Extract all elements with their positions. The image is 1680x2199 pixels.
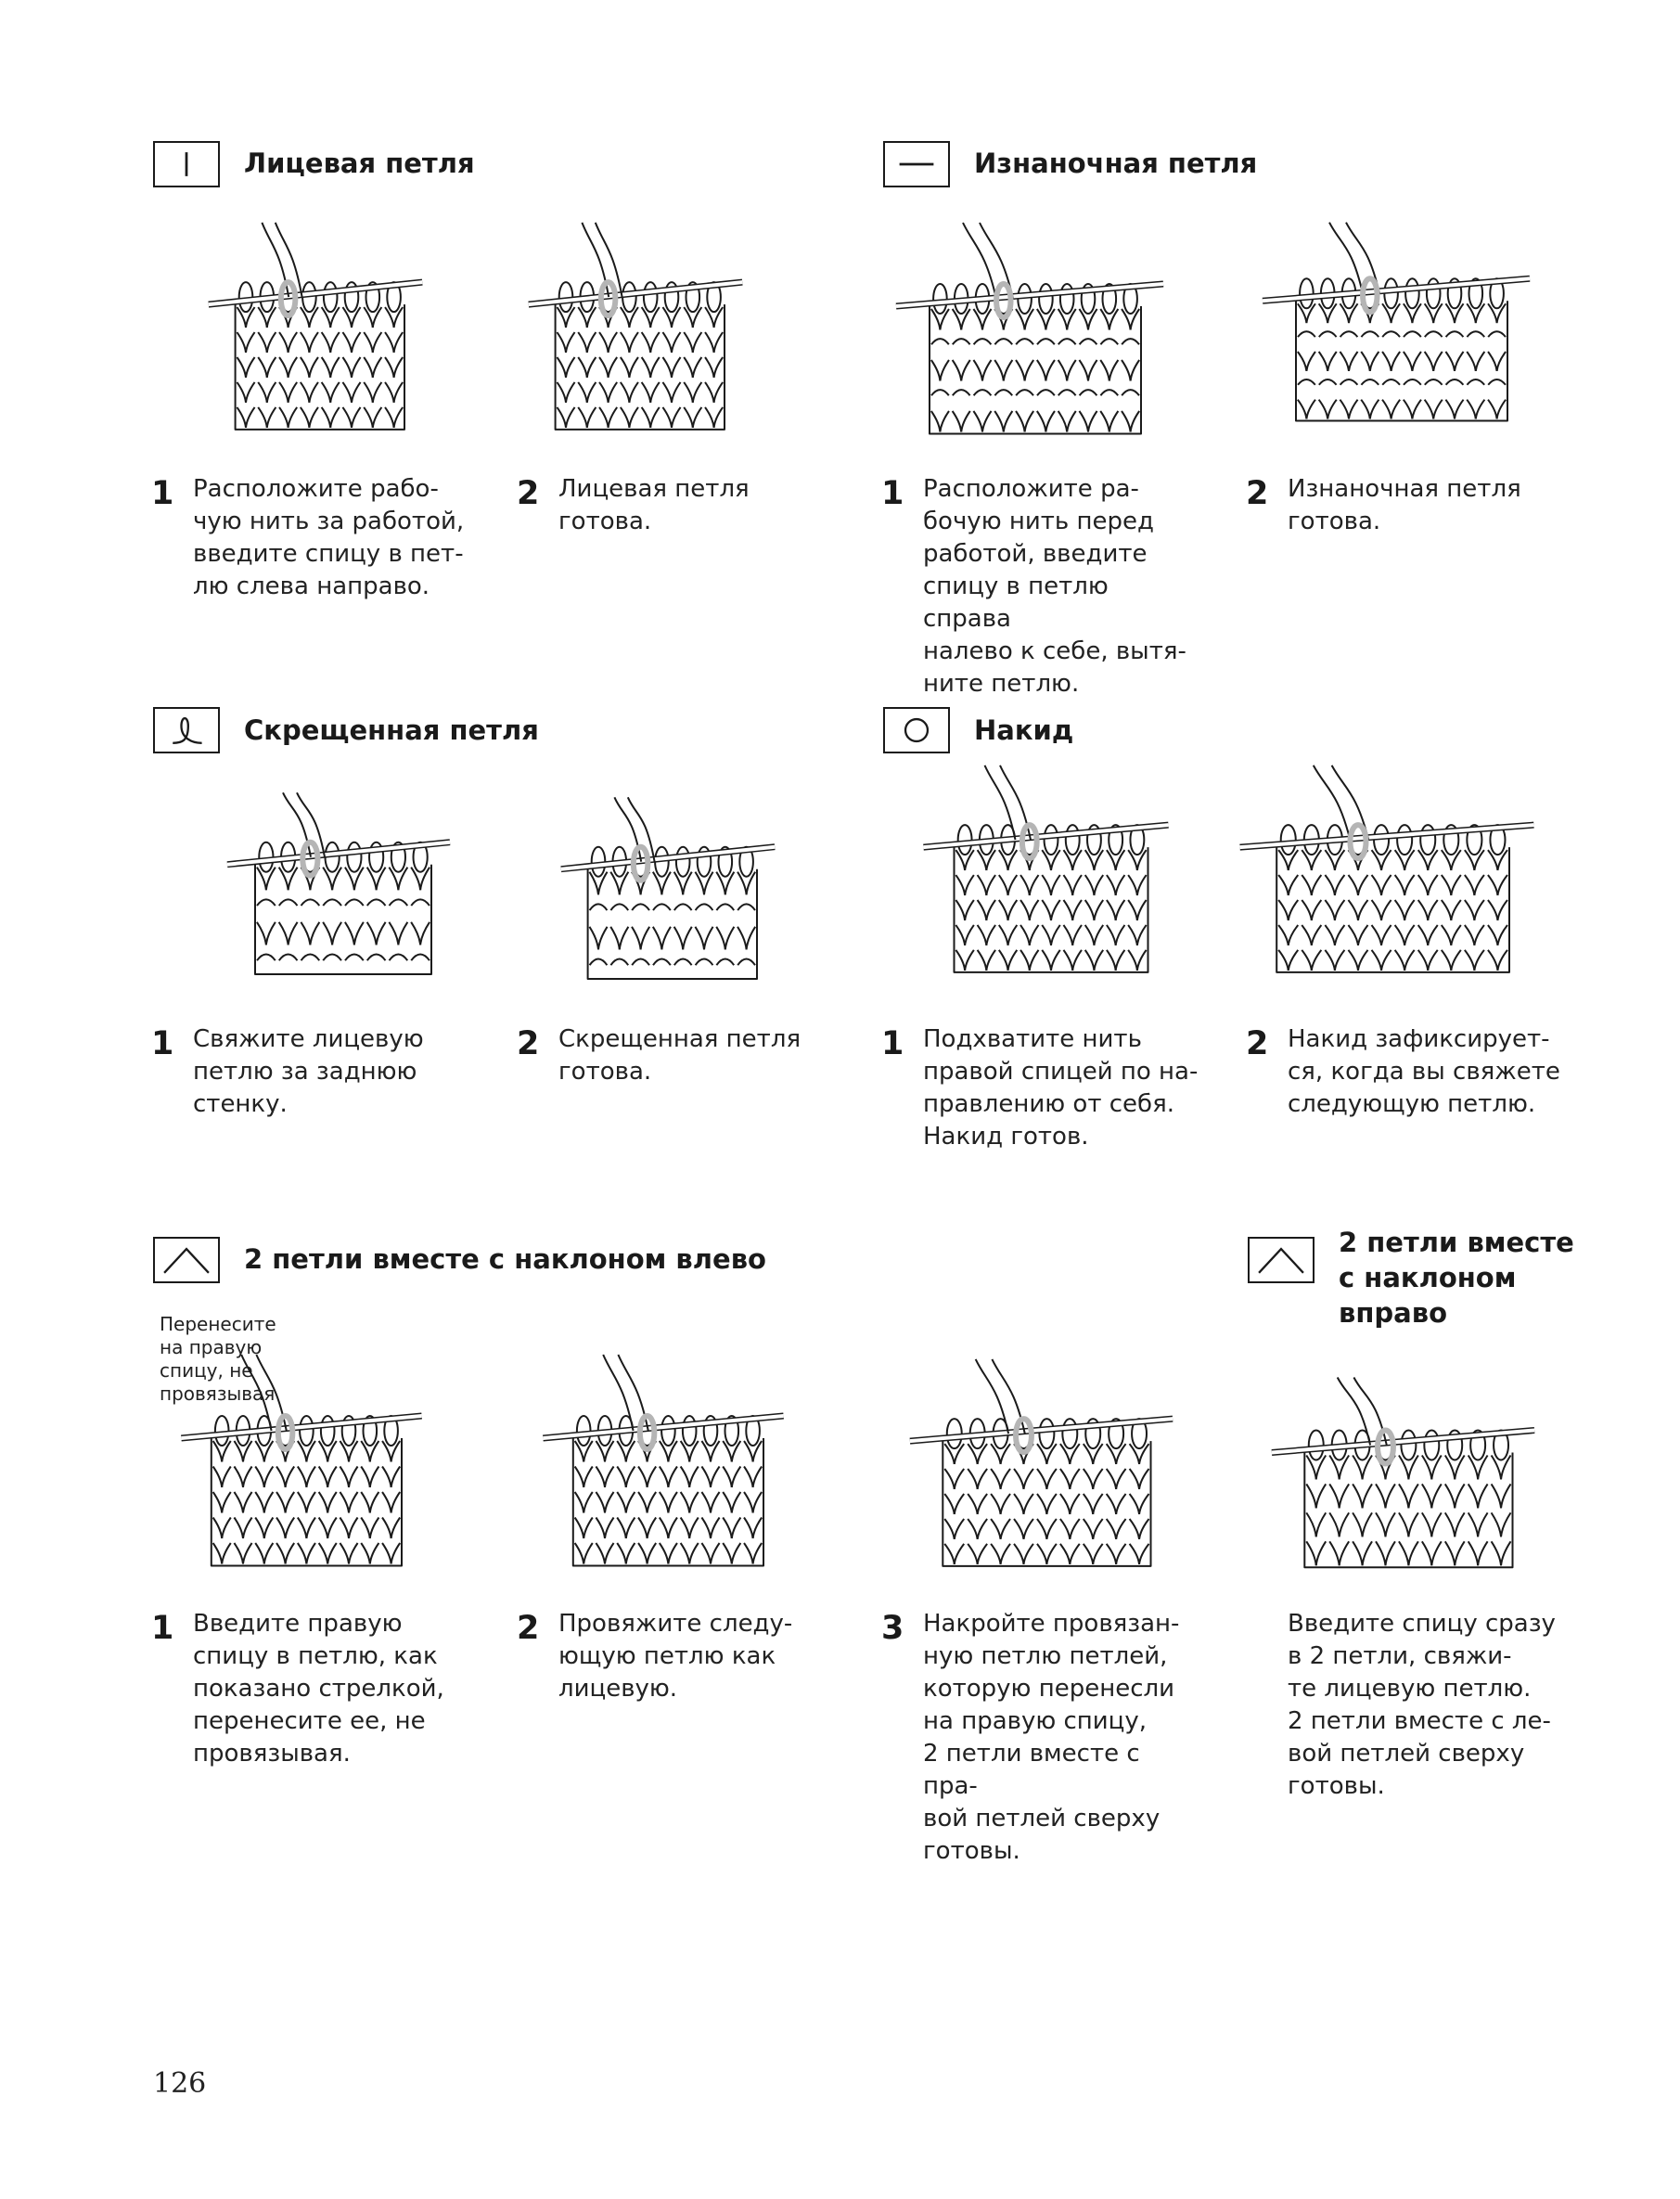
twisted-step2-illustration [557,793,779,993]
step-number: 1 [881,475,904,512]
horizontal-line-icon [885,143,948,186]
twisted-symbol-box [153,707,220,753]
k2tog-left-title: 2 петли вместе с наклоном влево [244,1243,766,1275]
twisted-stitch-title: Скрещенная петля [244,714,539,746]
k2tog-right-symbol-box [1248,1237,1315,1283]
k2tog-left-step3-text: Накройте провязан- ную петлю петлей, которую перенесли на правую спицу, 2 петли вместе с пра- вой петлей сверху готовы. [923,1610,1180,1865]
step-number: 2 [1246,475,1269,512]
k2tog-left-step2-illustration [538,1350,789,1582]
twisted-step1-text: Свяжите лицевую петлю за заднюю стенку. [193,1025,424,1118]
step-number: 1 [151,1025,174,1062]
yarnover-step2-illustration [1234,761,1540,988]
step-number: 1 [151,1610,174,1647]
slip-note: Перенесите на правую спицу, не провязывая [160,1313,276,1405]
k2tog-left-step3-illustration [904,1355,1178,1582]
step-number: 2 [517,1025,540,1062]
step-number: 2 [517,475,540,512]
knit-step1-text: Расположите рабо- чую нить за работой, введите спицу в пет- лю слева направо. [193,475,465,600]
step-number: 3 [881,1610,904,1647]
purl-step1-text: Расположите ра- бочую нить перед работой, введите спицу в петлю справа налево к себе, вытя- ните петлю. [923,475,1186,698]
k2tog-left-step1-illustration [176,1350,427,1582]
right-slant-icon [1250,1239,1313,1281]
k2tog-right-illustration [1266,1373,1540,1582]
step-number: 1 [151,475,174,512]
purl-symbol-box [883,141,950,187]
purl-stitch-title: Изнаночная петля [974,148,1258,179]
knit-symbol-box [153,141,220,187]
circle-icon [885,709,948,752]
left-slant-icon [155,1239,218,1281]
knit-stitch-title: Лицевая петля [244,148,475,179]
twisted-step1-illustration [223,789,455,988]
twisted-loop-icon [155,709,218,752]
yarnover-title: Накид [974,714,1074,746]
step-number: 1 [881,1025,904,1062]
knit-step1-illustration [204,218,427,445]
k2tog-left-step2-text: Провяжите следу- ющую петлю как лицевую. [558,1610,793,1703]
step-number: 2 [517,1610,540,1647]
yarnover-step2-text: Накид зафиксирует- ся, когда вы свяжете следующую петлю. [1288,1025,1560,1118]
yarnover-step1-text: Подхватите нить правой спицей по на- правлению от себя. Накид готов. [923,1025,1199,1151]
yarnover-symbol-box [883,707,950,753]
twisted-step2-text: Скрещенная петля готова. [558,1025,802,1086]
k2tog-right-title: 2 петли вместе с наклоном вправо [1339,1227,1574,1329]
knit-step2-text: Лицевая петля готова. [558,475,750,535]
knit-step2-illustration [524,218,747,445]
k2tog-right-text: Введите спицу сразу в 2 петли, свяжи- те лицевую петлю. 2 петли вместе с ле- вой петлей сверху готовы. [1288,1610,1556,1800]
k2tog-left-symbol-box [153,1237,220,1283]
purl-step1-illustration [891,218,1169,450]
step-number: 2 [1246,1025,1269,1062]
page-number: 126 [153,2067,207,2100]
k2tog-left-step1-text: Введите правую спицу в петлю, как показано стрелкой, перенесите ее, не провязывая. [193,1610,444,1768]
purl-step2-illustration [1257,218,1535,436]
yarnover-step1-illustration [918,761,1173,988]
vertical-line-icon [155,143,218,186]
purl-step2-text: Изнаночная петля готова. [1288,475,1521,535]
